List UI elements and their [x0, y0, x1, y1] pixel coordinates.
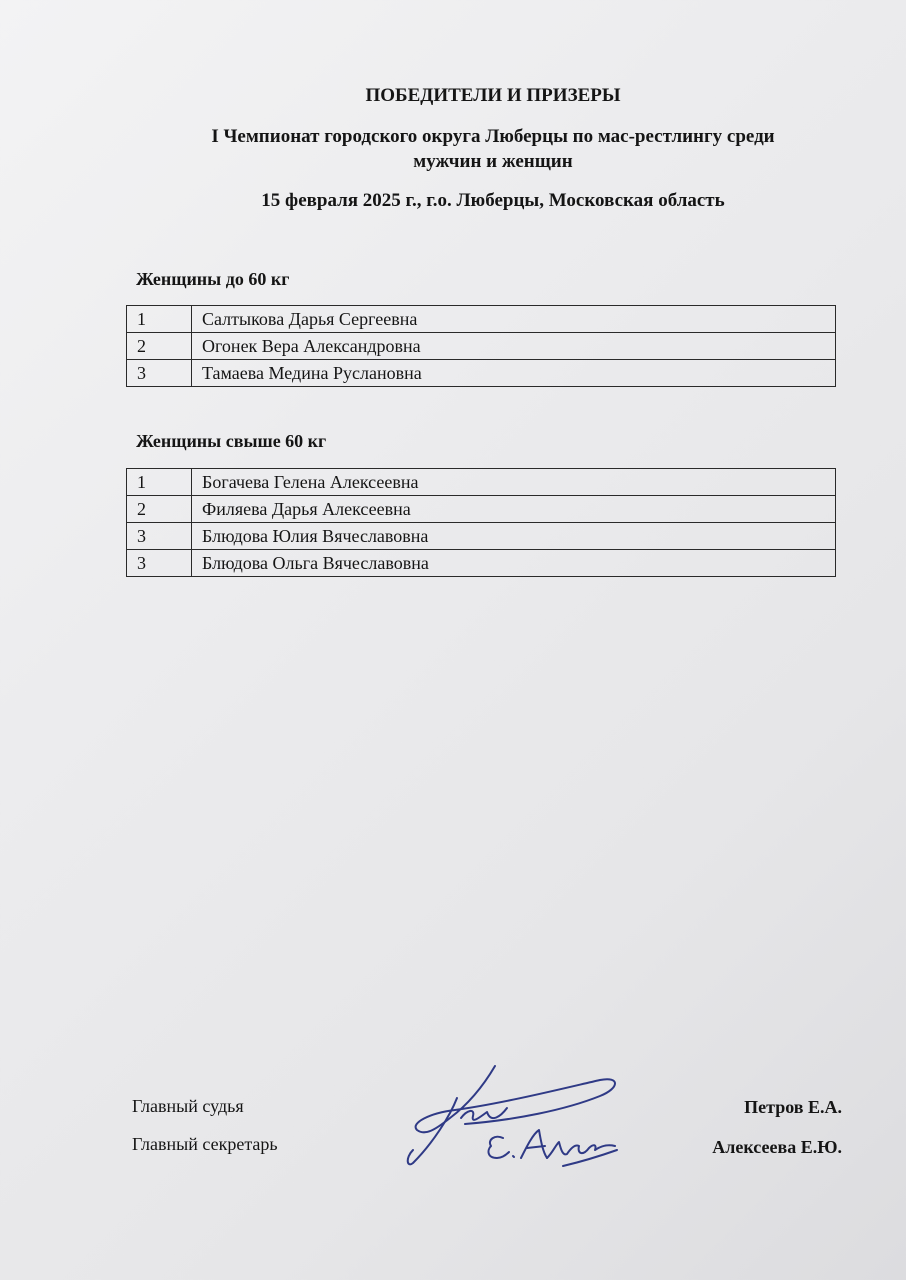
place-cell: 1 — [127, 469, 192, 496]
section-title-women-under-60: Женщины до 60 кг — [136, 269, 290, 289]
table-row — [127, 523, 836, 550]
athlete-name-cell: Блюдова Ольга Вячеславовна — [192, 550, 836, 577]
subtitle-line-2: мужчин и женщин — [413, 151, 573, 172]
table-row — [127, 469, 836, 496]
results-table-women-over-60 — [126, 468, 836, 577]
athlete-name-cell: Салтыкова Дарья Сергеевна — [192, 306, 836, 333]
table-row — [127, 360, 836, 387]
chief-secretary-name: Алексеева Е.Ю. — [712, 1137, 842, 1157]
chief-secretary-label: Главный секретарь — [132, 1134, 278, 1154]
section-title-women-over-60: Женщины свыше 60 кг — [136, 431, 327, 451]
place-cell: 3 — [127, 550, 192, 577]
athlete-name-cell: Блюдова Юлия Вячеславовна — [192, 523, 836, 550]
table-row — [127, 496, 836, 523]
place-cell: 1 — [127, 306, 192, 333]
handwritten-signature — [395, 1058, 625, 1178]
athlete-name-cell: Тамаева Медина Руслановна — [192, 360, 836, 387]
place-cell: 2 — [127, 496, 192, 523]
place-cell: 3 — [127, 523, 192, 550]
document-subtitle — [40, 124, 906, 174]
document-title: ПОБЕДИТЕЛИ И ПРИЗЕРЫ — [365, 85, 621, 106]
table-row — [127, 550, 836, 577]
date-location: 15 февраля 2025 г., г.о. Люберцы, Московская область — [261, 190, 725, 211]
place-cell: 2 — [127, 333, 192, 360]
results-table-women-under-60 — [126, 305, 836, 387]
place-cell: 3 — [127, 360, 192, 387]
chief-judge-label: Главный судья — [132, 1096, 244, 1116]
chief-judge-name: Петров Е.А. — [744, 1097, 842, 1117]
table-row — [127, 306, 836, 333]
athlete-name-cell: Огонек Вера Александровна — [192, 333, 836, 360]
subtitle-line-1: I Чемпионат городского округа Люберцы по мас-рестлингу среди — [211, 126, 775, 147]
athlete-name-cell: Филяева Дарья Алексеевна — [192, 496, 836, 523]
table-row — [127, 333, 836, 360]
athlete-name-cell: Богачева Гелена Алексеевна — [192, 469, 836, 496]
